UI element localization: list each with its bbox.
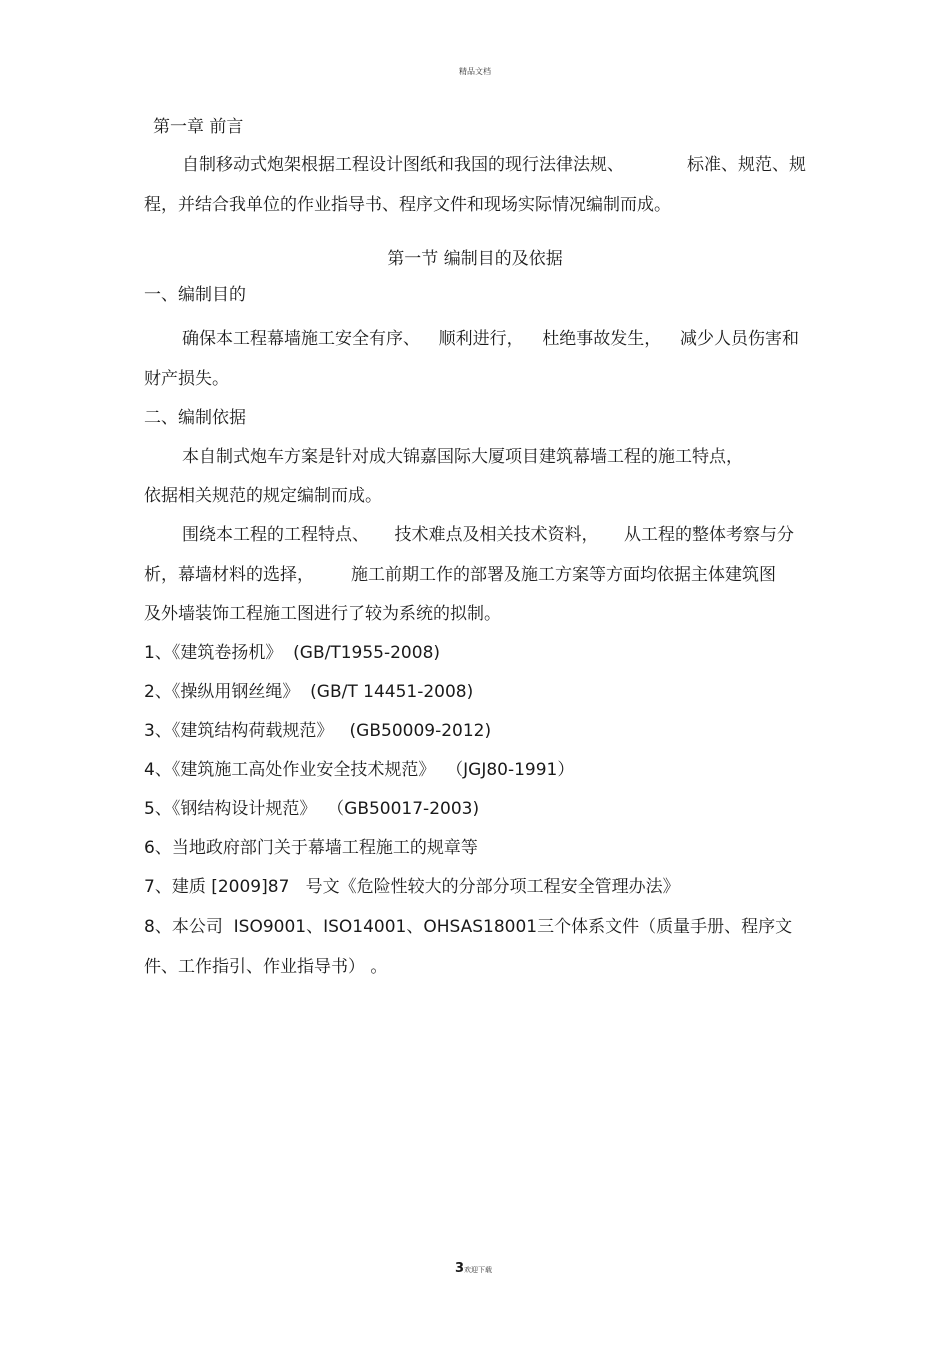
reference-code: （JGJ80-1991） <box>446 760 575 780</box>
reference-item-8-line-2: 件、工作指引、作业指导书） 。 <box>144 957 388 977</box>
basis-p2-line-1 <box>182 525 794 545</box>
intro-line-1 <box>182 155 806 175</box>
section-title: 第一节 编制目的及依据 <box>387 249 563 269</box>
basis-p2-line-1-part-3: 从工程的整体考察与分 <box>624 525 794 545</box>
reference-item <box>144 877 680 897</box>
reference-item <box>144 799 479 819</box>
page-header: 精品文档 <box>459 67 491 76</box>
purpose-line-1 <box>182 329 799 349</box>
footer-text: 欢迎下载 <box>464 1266 493 1274</box>
basis-p2-line-3: 及外墙装饰工程施工图进行了较为系统的拟制。 <box>144 604 501 624</box>
chapter-title: 第一章 前言 <box>153 117 244 137</box>
reference-label: 2、《操纵用钢丝绳》 <box>144 682 300 702</box>
basis-p2-line-2-part-1: 析，幕墙材料的选择， <box>144 565 314 585</box>
reference-label: 4、《建筑施工高处作业安全技术规范》 <box>144 760 436 780</box>
reference-label: 7、建质 [2009]87 <box>144 877 290 897</box>
purpose-line-2: 财产损失。 <box>144 369 229 389</box>
reference-item <box>144 682 473 702</box>
reference-code: 号文《危险性较大的分部分项工程安全管理办法》 <box>305 877 680 897</box>
reference-item <box>144 721 491 741</box>
purpose-line-1-part-1: 确保本工程幕墙施工安全有序、 <box>182 329 420 349</box>
reference-8-label: 8、本公司 <box>144 917 223 937</box>
reference-code: (GB/T1955-2008) <box>293 643 441 663</box>
purpose-line-1-part-4: 减少人员伤害和 <box>679 329 799 349</box>
basis-p1-line-2: 依据相关规范的规定编制而成。 <box>144 486 382 506</box>
reference-code: (GB/T 14451-2008) <box>310 682 474 702</box>
purpose-heading: 一、编制目的 <box>144 285 246 305</box>
basis-p1-line-1: 本自制式炮车方案是针对成大锦嘉国际大厦项目建筑幕墙工程的施工特点， <box>182 447 743 467</box>
purpose-line-1-part-3: 杜绝事故发生， <box>542 329 662 349</box>
page-number: 3 <box>455 1261 465 1276</box>
reference-item <box>144 838 478 858</box>
basis-p2-line-2-part-2: 施工前期工作的部署及施工方案等方面均依据主体建筑图 <box>351 565 776 585</box>
intro-line-1-part-1: 自制移动式炮架根据工程设计图纸和我国的现行法律法规、 <box>182 155 624 175</box>
purpose-line-1-part-2: 顺利进行， <box>438 329 524 349</box>
reference-item-8-line-1 <box>144 917 792 937</box>
page-footer <box>455 1261 492 1276</box>
intro-line-2: 程，并结合我单位的作业指导书、程序文件和现场实际情况编制而成。 <box>144 195 671 215</box>
basis-p2-line-1-part-1: 围绕本工程的工程特点、 <box>182 525 369 545</box>
basis-p2-line-1-part-2: 技术难点及相关技术资料， <box>394 525 599 545</box>
reference-code: (GB50009-2012) <box>349 721 492 741</box>
reference-label: 3、《建筑结构荷载规范》 <box>144 721 334 741</box>
basis-heading: 二、编制依据 <box>144 408 246 428</box>
intro-line-1-part-2: 标准、规范、规 <box>687 155 806 175</box>
reference-code: （GB50017-2003) <box>327 799 480 819</box>
reference-item <box>144 643 440 663</box>
reference-label: 1、《建筑卷扬机》 <box>144 643 283 663</box>
reference-item <box>144 760 574 780</box>
reference-8-detail: ISO9001、ISO14001、OHSAS18001三个体系文件（质量手册、程序文 <box>233 917 793 937</box>
reference-label: 5、《钢结构设计规范》 <box>144 799 317 819</box>
reference-label: 6、当地政府部门关于幕墙工程施工的规章等 <box>144 838 478 858</box>
basis-p2-line-2 <box>144 565 776 585</box>
